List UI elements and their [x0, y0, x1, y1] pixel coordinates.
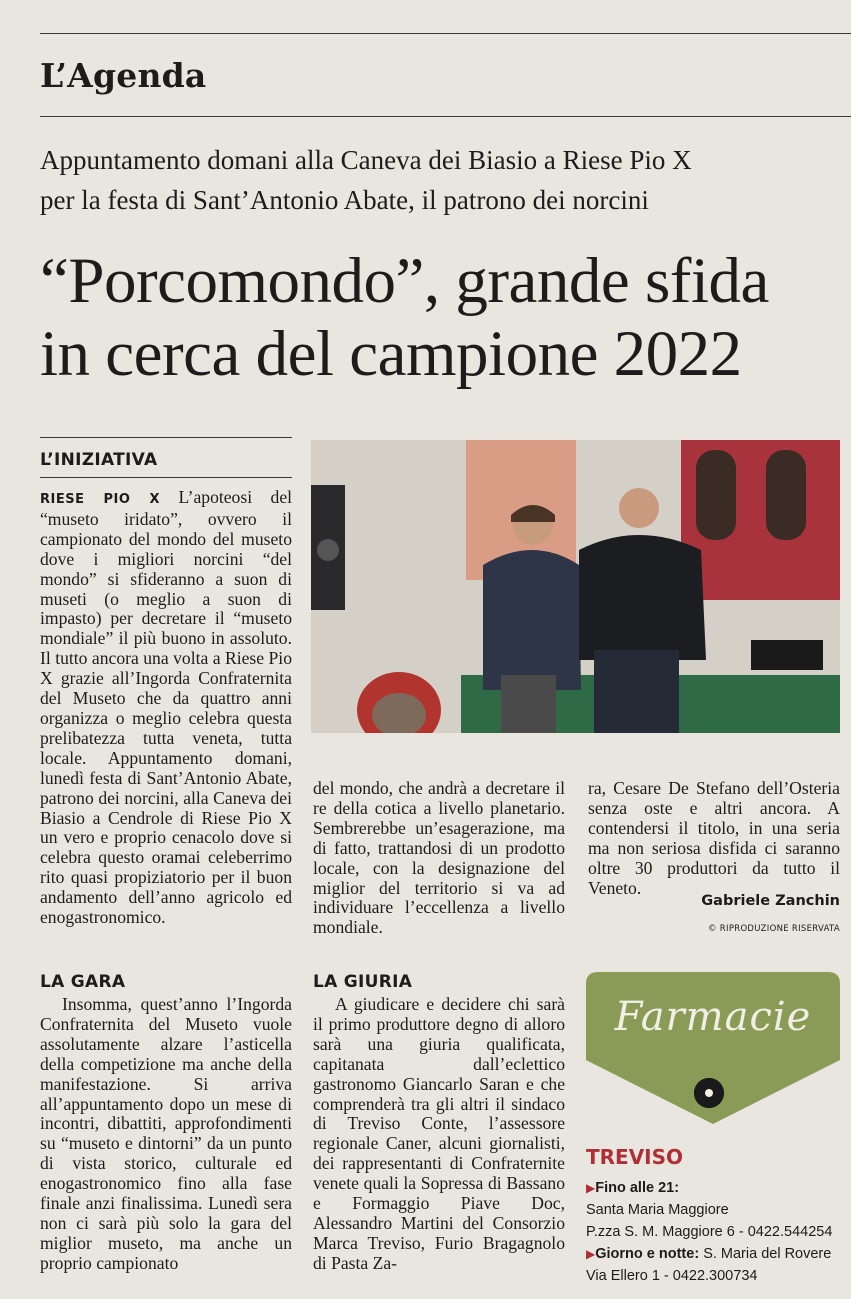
paragraph-intro: L’apoteosi del “museto iridato”, ovvero il campionato del mondo del museto dove i migliori norcini “del mondo” si sfideranno a suon di museti (o meglio a suon di impasto) per decretare il “museto mondiale” il più buono in assoluto. Il tutto ancora una volta a Riese Pio X grazie all’Ingorda Confraternita del Museto che da quattro anni organizza o meglio celebra questa prelibatezza tutta veneta, tutta locale. Appuntamento domani, lunedì festa di Sant’Antonio Abate, patrono dei norcini, alla Caneva dei Biasio a Cendrole di Riese Pio X un vero e proprio cenacolo dove si celebra questo oramai celeberrimo rito quasi propiziatorio per il buon andamento dell’anno agricolo ed enogastronomico. — [40, 487, 293, 928]
triangle-icon: ▶ — [586, 1247, 596, 1261]
column-3-text — [588, 779, 840, 898]
label-rule-top — [40, 437, 292, 438]
column-2-text — [313, 779, 565, 938]
column-1-gara-text — [40, 995, 292, 1274]
pharmacy-banner — [586, 972, 840, 1124]
pharmacy-entry-2-line — [586, 1246, 831, 1262]
column-1-text — [40, 488, 292, 928]
section-rule — [40, 116, 851, 117]
pharmacy-entry-1-label: Fino alle 21: — [595, 1180, 680, 1196]
pharmacy-city: TREVISO — [586, 1145, 684, 1169]
kicker-line-1: Appuntamento domani alla Caneva dei Biasio a Riese Pio X — [40, 145, 692, 175]
column-2-giuria-text — [313, 995, 565, 1274]
paragraph-mondo: del mondo, che andrà a decretare il re della cotica a livello planetario. Sembrerebbe un’esagerazione, ma di fatto, trattandosi di un prodotto locale, con la designazione del miglior del territorio si va ad individuare l’eccellenza a livello mondiale. — [313, 778, 565, 938]
byline: Gabriele Zanchin — [701, 893, 840, 909]
pharmacy-record-icon — [694, 1078, 724, 1108]
pharmacy-entry-1-name: Santa Maria Maggiore — [586, 1202, 729, 1218]
section-title: L’Agenda — [40, 56, 207, 95]
label-gara: LA GARA — [40, 972, 126, 992]
event-photo-illustration — [311, 440, 840, 733]
dateline: RIESE PIO X — [40, 492, 161, 507]
copyright-notice: © RIPRODUZIONE RISERVATA — [708, 924, 840, 934]
pharmacy-entry-2-name: S. Maria del Rovere — [703, 1246, 832, 1262]
event-photo — [311, 440, 840, 733]
headline-line-1: “Porcomondo”, grande sfida — [40, 245, 769, 317]
label-iniziativa: L’INIZIATIVA — [40, 450, 158, 470]
pharmacy-entry-2-address: Via Ellero 1 - 0422.300734 — [586, 1268, 758, 1284]
kicker-line-2: per la festa di Sant’Antonio Abate, il patrono dei norcini — [40, 185, 649, 215]
paragraph-conclusion: ra, Cesare De Stefano dell’Osteria senza oste e altri ancora. A contendersi il titolo, in una seria ma non seriosa disfida ci saranno oltre 30 produttori da tutto il Veneto. — [588, 778, 840, 898]
pharmacy-entry-1-address: P.zza S. M. Maggiore 6 - 0422.544254 — [586, 1224, 833, 1240]
pharmacy-entry-2-label: Giorno e notte: — [595, 1246, 700, 1262]
label-rule-bottom — [40, 477, 292, 478]
headline-line-2: in cerca del campione 2022 — [40, 318, 742, 390]
paragraph-giuria: A giudicare e decidere chi sarà il primo produttore degno di alloro sarà una giuria qualificata, capitanata dall’eclettico gastronomo Giancarlo Saran e che comprenderà tra gli altri il sindaco di Treviso Conte, l’assessore regionale Caner, alcuni giornalisti, dei rappresentanti di Confraternite venete quali la Sopressa di Bassano e Formaggio Piave Doc, Alessandro Martini del Consorzio Marca Treviso, Furio Bragagnolo di Pasta Za- — [313, 994, 565, 1273]
top-rule — [40, 33, 851, 34]
paragraph-gara: Insomma, quest’anno l’Ingorda Confraternita del Museto vuole assolutamente alzare l’asticella della competizione ma anche della manifestazione. Si arriva all’appuntamento dopo un mese di incontri, dibattiti, approfondimenti su “museto e dintorni” da un punto di vista storico, culturale ed enogastronomico fino alla fase finale anzi finalissima. Lunedì sera non ci sarà più solo la gara del miglior museto, ma anche un proprio campionato — [40, 994, 292, 1273]
pharmacy-entry-1-label-line — [586, 1180, 679, 1196]
pharmacy-title: Farmacie — [614, 994, 812, 1040]
label-giuria: LA GIURIA — [313, 972, 413, 992]
triangle-icon: ▶ — [586, 1181, 596, 1195]
